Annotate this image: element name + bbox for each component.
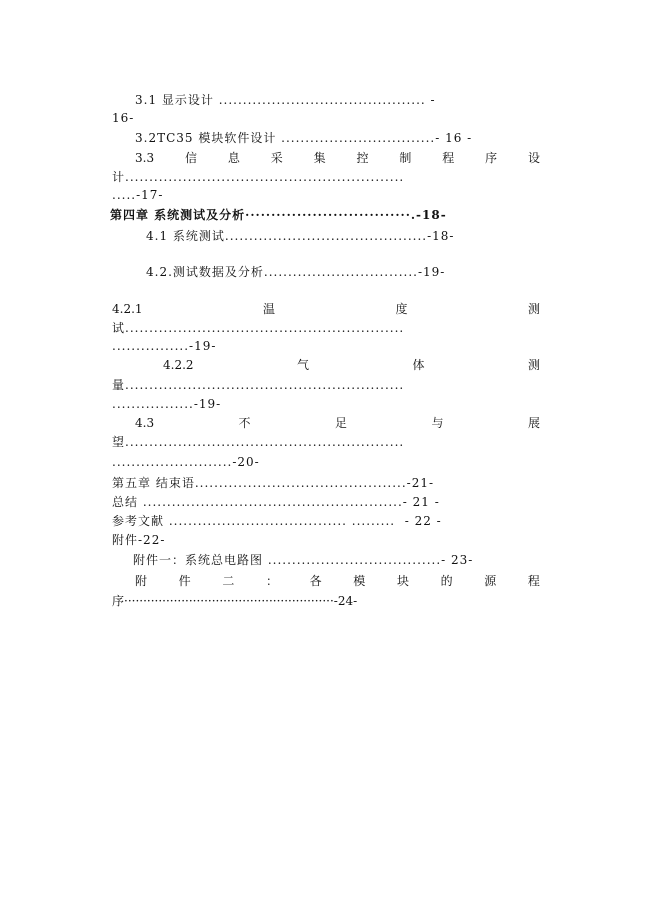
toc-entry-4-3-cont: 望.......................................................... bbox=[112, 435, 405, 449]
toc-chapter-5[interactable]: 第五章 结束语............................................-21- bbox=[112, 476, 435, 490]
toc-entry-3-1[interactable]: 3.1 显示设计 ........................................... - bbox=[135, 93, 436, 107]
toc-entry-4-2-2-cont: 量.......................................................... bbox=[112, 378, 405, 392]
toc-chapter-4[interactable]: 第四章 系统测试及分析································.-18- bbox=[110, 208, 447, 222]
toc-entry-3-2[interactable]: 3.2TC35 模块软件设计 ................................- 16 - bbox=[135, 131, 473, 145]
toc-entry-4-2[interactable]: 4.2.测试数据及分析................................-19- bbox=[146, 265, 446, 279]
toc-entry-references[interactable]: 参考文献 ..................................... ......... - 22 - bbox=[112, 514, 442, 528]
toc-entry-4-2-1[interactable]: 4.2.1 温 度 测 bbox=[112, 302, 540, 316]
toc-entry-appendix-2[interactable]: 附 件 二 ： 各 模 块 的 源 程 bbox=[135, 574, 540, 588]
toc-entry-appendix-2-page: 序·······················································-24- bbox=[112, 594, 358, 608]
toc-entry-3-3-page: .....-17- bbox=[112, 188, 164, 202]
toc-entry-4-1[interactable]: 4.1 系统测试..........................................-18- bbox=[146, 229, 455, 243]
toc-entry-4-3-page: .........................-20- bbox=[112, 455, 260, 469]
toc-entry-summary[interactable]: 总结 ......................................................- 21 - bbox=[112, 495, 440, 509]
toc-entry-4-2-2[interactable]: 4.2.2 气 体 测 bbox=[163, 358, 540, 372]
toc-entry-4-2-2-page: .................-19- bbox=[112, 397, 222, 411]
toc-entry-3-3[interactable]: 3.3 信 息 采 集 控 制 程 序 设 bbox=[135, 151, 540, 165]
toc-entry-3-3-cont: 计.......................................................... bbox=[112, 170, 405, 184]
toc-entry-appendix[interactable]: 附件-22- bbox=[112, 533, 166, 547]
toc-entry-4-2-1-cont: 试.......................................................... bbox=[112, 321, 405, 335]
toc-entry-4-3[interactable]: 4.3 不 足 与 展 bbox=[135, 416, 540, 430]
toc-entry-4-2-1-page: ................-19- bbox=[112, 339, 217, 353]
toc-entry-3-1-page: 16- bbox=[112, 111, 135, 125]
toc-entry-appendix-1[interactable]: 附件一：系统总电路图 ....................................- 23- bbox=[133, 553, 474, 567]
